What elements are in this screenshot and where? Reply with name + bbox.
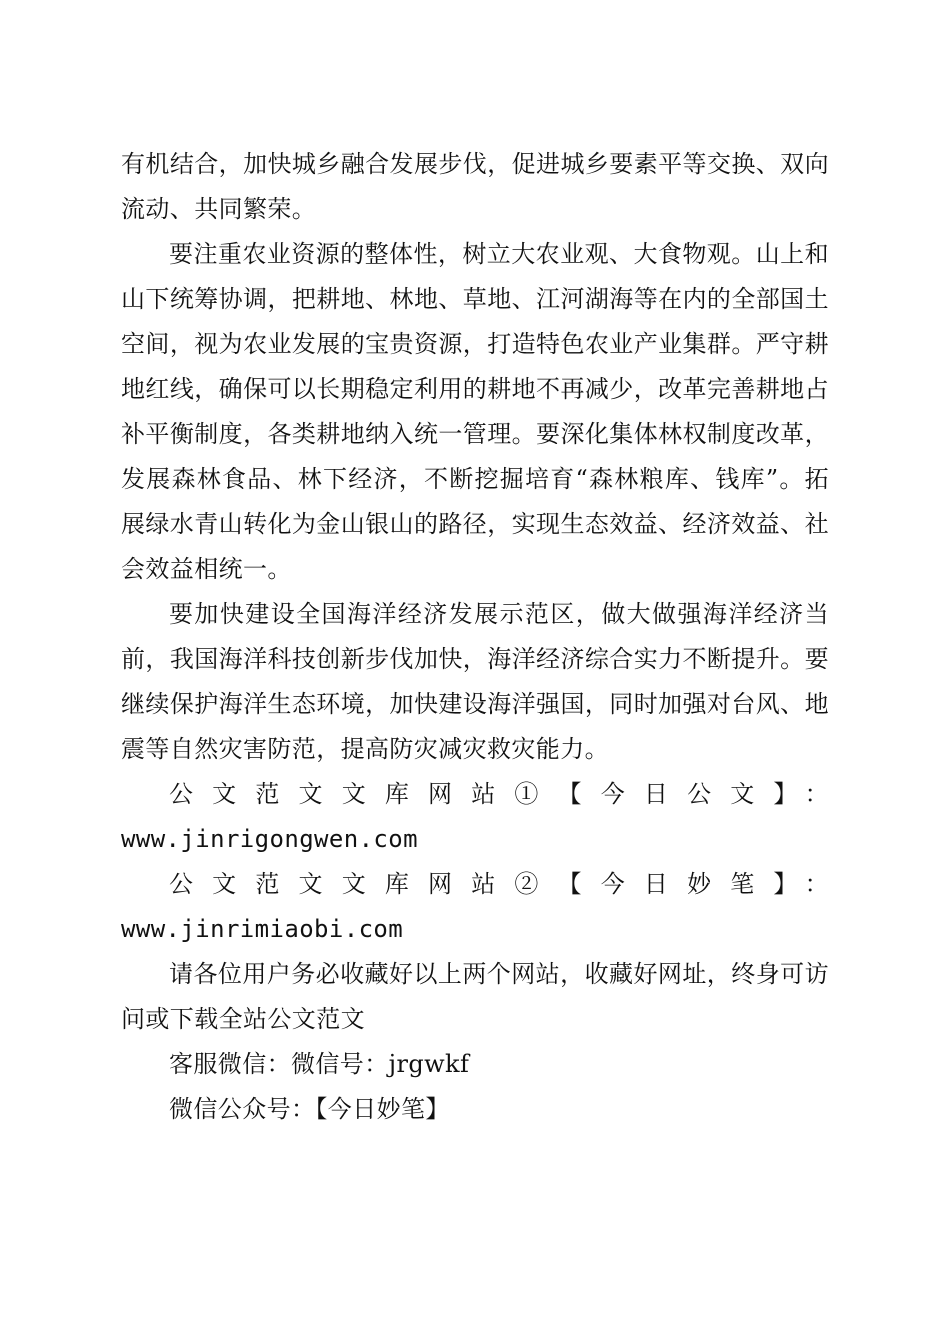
site1-url-link: www.jinrigongwen.com: [121, 825, 418, 853]
site1-url: [121, 817, 829, 862]
document-body: [121, 142, 829, 1132]
site1-label: 公文范文文库网站①【今日公文】：: [169, 780, 829, 808]
site2-label: 公文范文文库网站②【今日妙笔】：: [169, 870, 829, 898]
paragraph-3: 要加快建设全国海洋经济发展示范区，做大做强海洋经济当前，我国海洋科技创新步伐加快，海洋经济综合实力不断提升。要继续保护海洋生态环境，加快建设海洋强国，同时加强对台风、地震等自然灾害防范，提高防灾减灾救灾能力。: [121, 600, 829, 763]
service-wechat: 客服微信：微信号：jrgwkf: [169, 1050, 470, 1078]
site2-url-link: www.jinrimiaobi.com: [121, 915, 404, 943]
official-account: 微信公众号：【今日妙笔】: [169, 1095, 450, 1123]
site2-line: [121, 862, 829, 952]
paragraph-2: 要注重农业资源的整体性，树立大农业观、大食物观。山上和山下统筹协调，把耕地、林地、草地、江河湖海等在内的全部国土空间，视为农业发展的宝贵资源，打造特色农业产业集群。严守耕地红线，确保可以长期稳定利用的耕地不再减少，改革完善耕地占补平衡制度，各类耕地纳入统一管理。要深化集体林权制度改革，发展森林食品、林下经济，不断挖掘培育“森林粮库、钱库”。拓展绿水青山转化为金山银山的路径，实现生态效益、经济效益、社会效益相统一。: [121, 240, 829, 583]
paragraph-1: 有机结合，加快城乡融合发展步伐，促进城乡要素平等交换、双向流动、共同繁荣。: [121, 150, 829, 223]
notice-text: 请各位用户务必收藏好以上两个网站，收藏好网址，终身可访问或下载全站公文范文: [121, 960, 829, 1033]
